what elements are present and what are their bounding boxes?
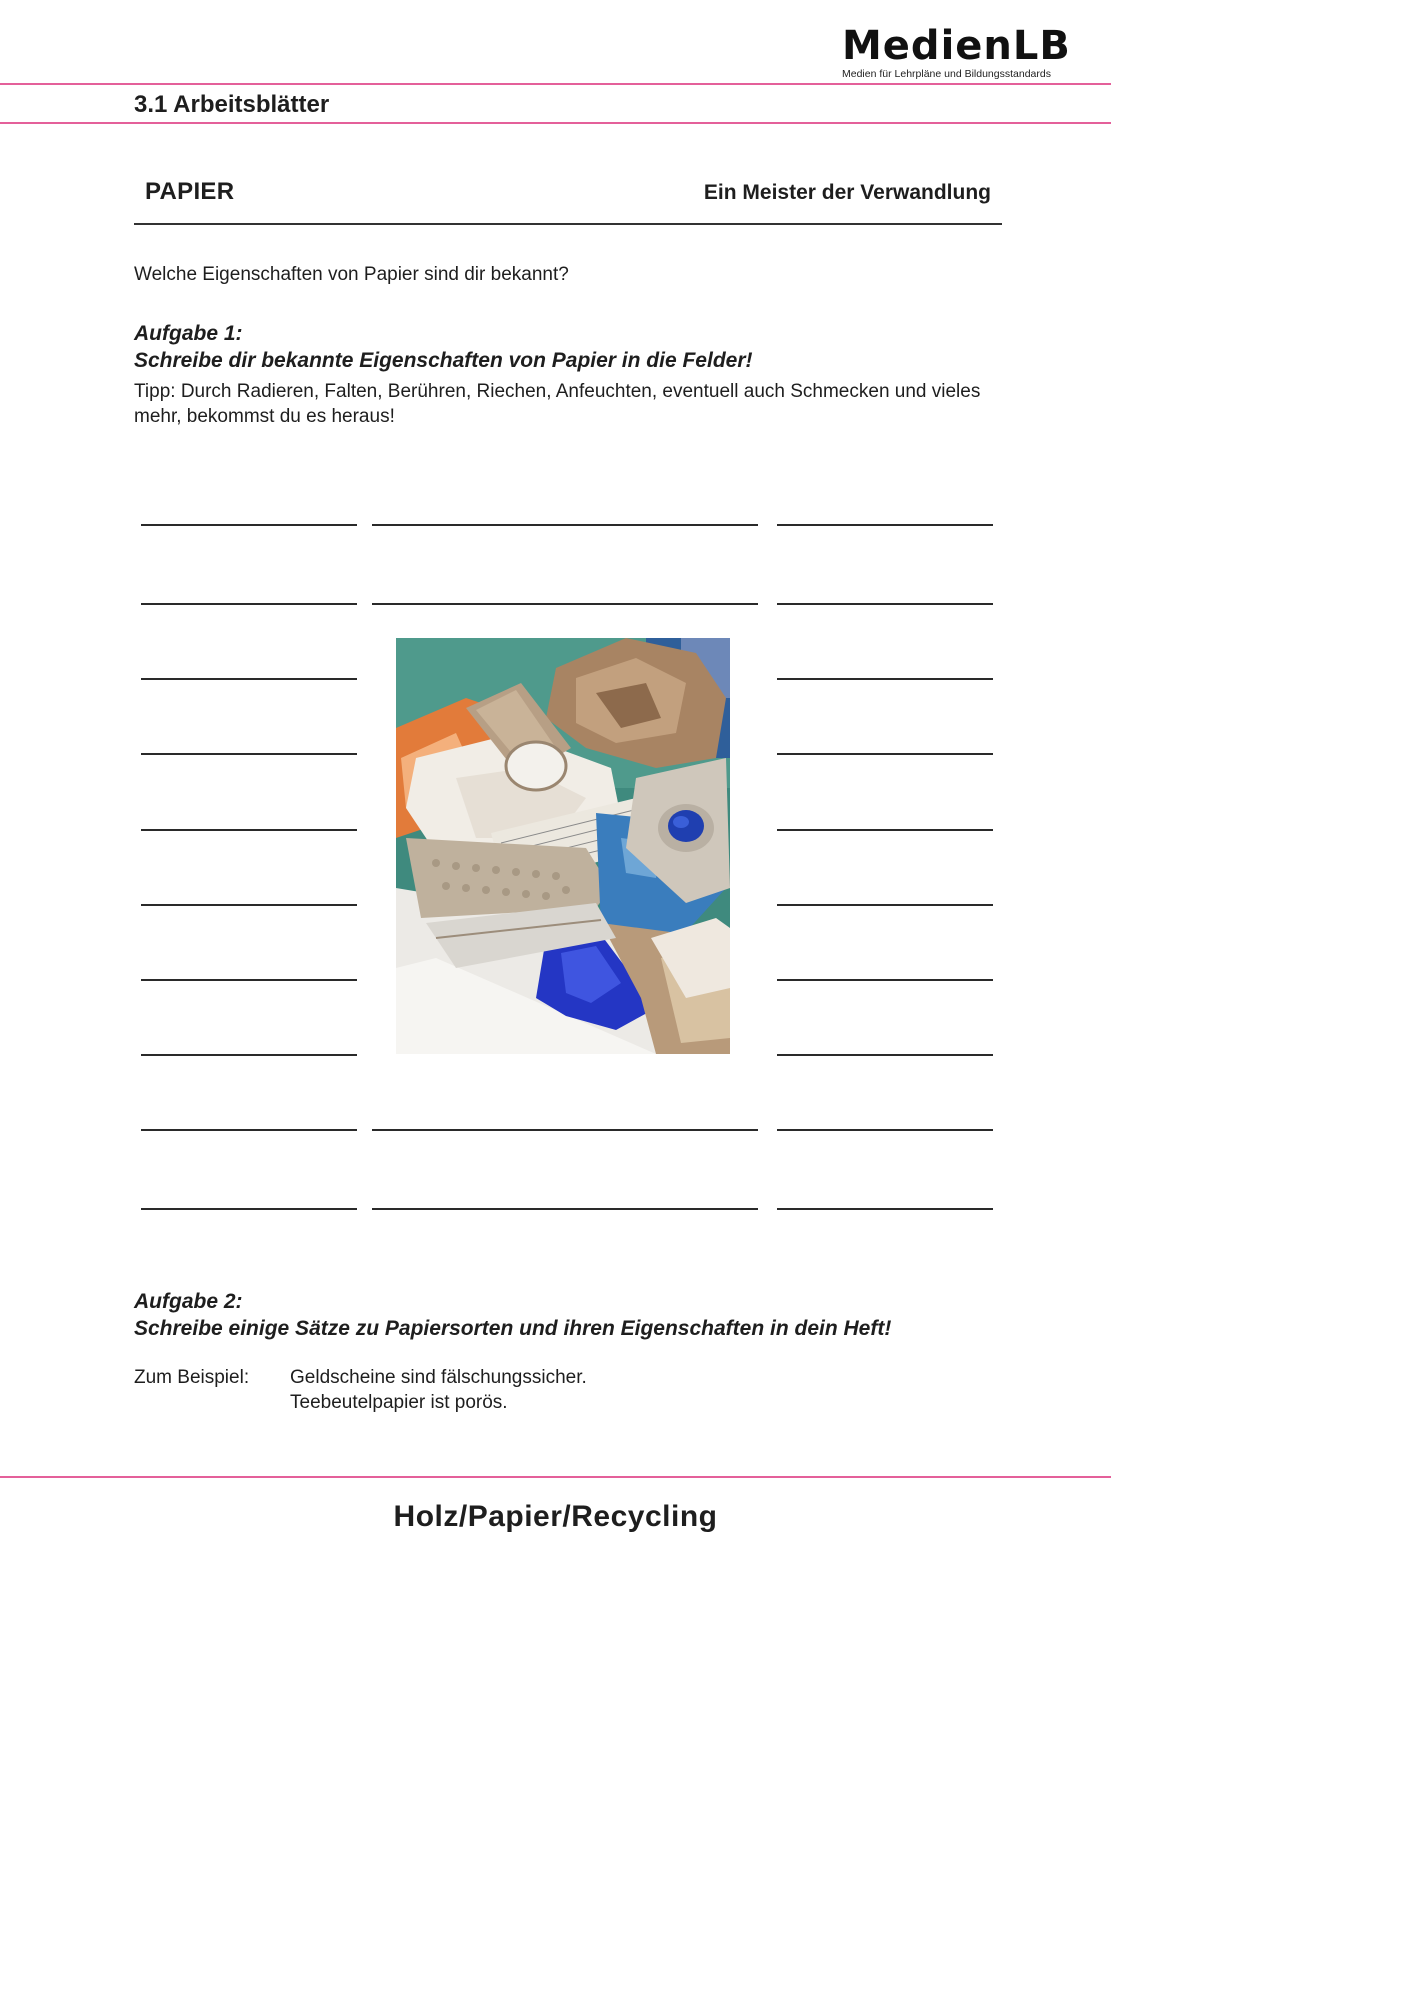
answer-line-left-8[interactable] <box>141 1054 357 1056</box>
answer-line-right-10[interactable] <box>777 1208 993 1210</box>
answer-line-right-7[interactable] <box>777 979 993 981</box>
answer-line-right-3[interactable] <box>777 678 993 680</box>
example-label: Zum Beispiel: <box>134 1367 250 1388</box>
answer-line-right-9[interactable] <box>777 1129 993 1131</box>
answer-line-right-6[interactable] <box>777 904 993 906</box>
brand-tagline: Medien für Lehrpläne und Bildungsstandards <box>842 68 1051 80</box>
worksheet-subtitle: Ein Meister der Verwandlung <box>703 181 991 204</box>
answer-line-left-9[interactable] <box>141 1129 357 1131</box>
answer-line-middle-9[interactable] <box>372 1129 758 1131</box>
brand-name: MedienLB <box>842 23 1071 69</box>
answer-line-left-6[interactable] <box>141 904 357 906</box>
answer-line-left-1[interactable] <box>141 524 357 526</box>
title-underline <box>134 223 1002 225</box>
example-sentence-2: Teebeutelpapier ist porös. <box>290 1392 508 1413</box>
footer-divider <box>0 1476 1111 1478</box>
task1-tip: Tipp: Durch Radieren, Falten, Berühren, Riechen, Anfeuchten, eventuell auch Schmecken und vieles mehr, bekommst du es heraus! <box>134 381 981 427</box>
section-title: 3.1 Arbeitsblätter <box>134 91 330 118</box>
answer-line-middle-1[interactable] <box>372 524 758 526</box>
answer-line-left-10[interactable] <box>141 1208 357 1210</box>
task2-heading: Aufgabe 2: <box>134 1290 243 1313</box>
answer-line-right-2[interactable] <box>777 603 993 605</box>
answer-line-left-7[interactable] <box>141 979 357 981</box>
paper-types-photo <box>396 638 730 1054</box>
intro-question: Welche Eigenschaften von Papier sind dir bekannt? <box>134 264 569 285</box>
answer-line-left-4[interactable] <box>141 753 357 755</box>
worksheet-topic: PAPIER <box>145 178 235 205</box>
task1-heading: Aufgabe 1: <box>134 322 243 345</box>
answer-line-left-2[interactable] <box>141 603 357 605</box>
answer-line-middle-10[interactable] <box>372 1208 758 1210</box>
footer-title: Holz/Papier/Recycling <box>393 1500 718 1533</box>
answer-line-right-1[interactable] <box>777 524 993 526</box>
answer-line-left-5[interactable] <box>141 829 357 831</box>
answer-line-right-4[interactable] <box>777 753 993 755</box>
task1-instruction: Schreibe dir bekannte Eigenschaften von Papier in die Felder! <box>134 349 753 372</box>
example-sentence-1: Geldscheine sind fälschungssicher. <box>290 1367 587 1388</box>
medienlb-logo <box>842 23 1082 80</box>
answer-line-left-3[interactable] <box>141 678 357 680</box>
task2-instruction: Schreibe einige Sätze zu Papiersorten und ihren Eigenschaften in dein Heft! <box>134 1317 892 1340</box>
answer-line-right-5[interactable] <box>777 829 993 831</box>
answer-line-right-8[interactable] <box>777 1054 993 1056</box>
answer-line-middle-2[interactable] <box>372 603 758 605</box>
header-divider-bottom <box>0 122 1111 124</box>
header-divider-top <box>0 83 1111 85</box>
